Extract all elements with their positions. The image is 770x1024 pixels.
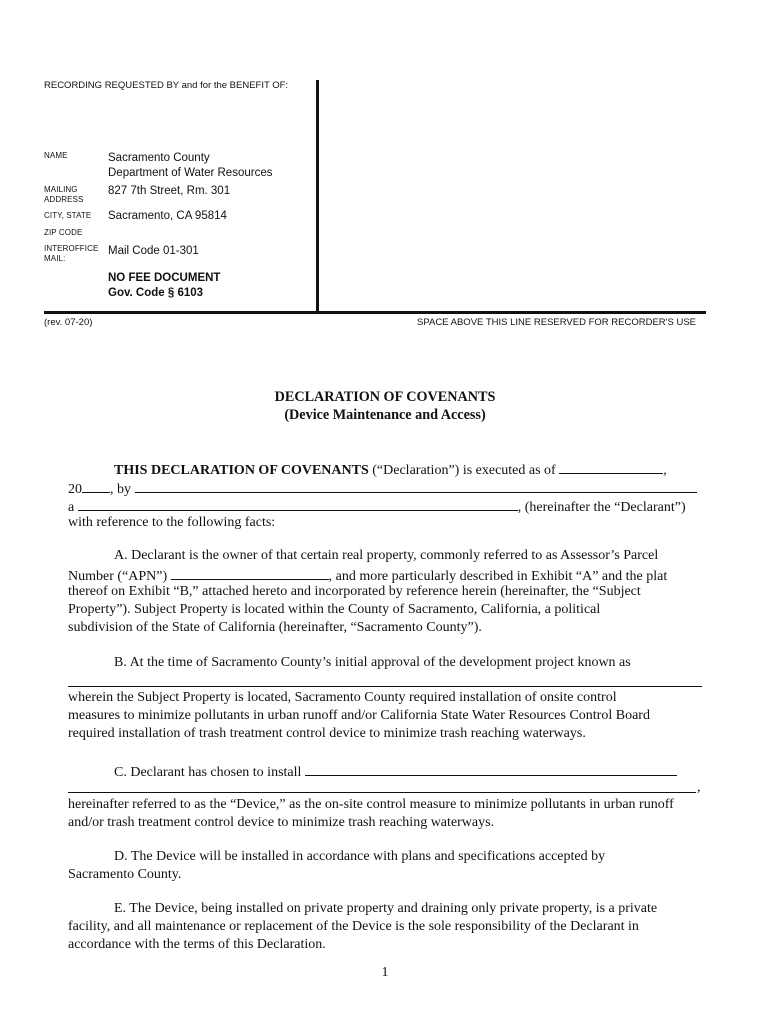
document-subtitle: (Device Maintenance and Access) bbox=[284, 407, 486, 423]
year-blank[interactable] bbox=[82, 478, 110, 493]
para-b-line-1: B. At the time of Sacramento County’s initial approval of the development project known as bbox=[114, 655, 631, 670]
name-line-1: Sacramento County bbox=[108, 152, 210, 164]
intro-comma: , bbox=[663, 463, 667, 478]
apn-blank[interactable] bbox=[171, 565, 329, 580]
declarant-name-blank[interactable] bbox=[135, 478, 697, 493]
device-description-blank-1[interactable] bbox=[305, 761, 677, 776]
intro-text-1: (“Declaration”) is executed as of bbox=[368, 463, 560, 478]
para-d-line-2: Sacramento County. bbox=[68, 867, 182, 882]
zip-code-label: ZIP CODE bbox=[44, 228, 83, 237]
execution-date-blank[interactable] bbox=[559, 459, 663, 474]
interoffice-label-line-1: INTEROFFICE bbox=[44, 244, 99, 253]
interoffice-label bbox=[44, 244, 98, 264]
revision-label: (rev. 07-20) bbox=[44, 317, 93, 328]
para-a-line-2-tail: , and more particularly described in Exhibit “A” and the plat bbox=[328, 569, 668, 584]
para-a-line-4: Property”). Subject Property is located within the County of Sacramento, California, a political bbox=[68, 602, 601, 617]
mailing-address-label bbox=[44, 185, 83, 205]
recorder-space-label: SPACE ABOVE THIS LINE RESERVED FOR RECORDER'S USE bbox=[417, 317, 696, 328]
para-c-line-3: hereinafter referred to as the “Device,” as the on-site control measure to minimize pollutants in urban runoff bbox=[68, 797, 674, 812]
no-fee-line-2: Gov. Code § 6103 bbox=[108, 287, 204, 299]
para-c-intro: C. Declarant has chosen to install bbox=[114, 765, 305, 780]
para-c-comma: , bbox=[697, 780, 701, 795]
header-vertical-divider bbox=[316, 80, 319, 313]
para-d-line-1: D. The Device will be installed in accordance with plans and specifications accepted by bbox=[114, 849, 606, 864]
mailing-address-value: 827 7th Street, Rm. 301 bbox=[108, 185, 231, 197]
para-b-line-3: measures to minimize pollutants in urban runoff and/or California State Water Resources Control Board bbox=[68, 708, 650, 723]
para-e-line-1: E. The Device, being installed on private property and draining only private property, is a private bbox=[114, 901, 658, 916]
para-a-line-5: subdivision of the State of California (hereinafter, “Sacramento County”). bbox=[68, 620, 482, 635]
page-number: 1 bbox=[381, 965, 389, 980]
project-name-blank[interactable] bbox=[68, 686, 702, 687]
recorder-space-divider bbox=[44, 311, 706, 314]
para-e-line-3: accordance with the terms of this Declaration. bbox=[68, 937, 326, 952]
para-b-line-4: required installation of trash treatment control device to minimize trash reaching waterways. bbox=[68, 726, 586, 741]
para-a-line-3: thereof on Exhibit “B,” attached hereto and incorporated by reference herein (hereinafter, the “Subject bbox=[68, 584, 641, 599]
city-state-label: CITY, STATE bbox=[44, 211, 92, 220]
by-label: , by bbox=[110, 482, 131, 497]
recording-requested-label: RECORDING REQUESTED BY and for the BENEFIT OF: bbox=[44, 80, 289, 91]
para-b-line-2: wherein the Subject Property is located, Sacramento County required installation of onsite control bbox=[68, 690, 617, 705]
name-line-2: Department of Water Resources bbox=[108, 167, 273, 179]
mailing-label-line-1: MAILING bbox=[44, 185, 78, 194]
para-c-line-4: and/or trash treatment control device to minimize trash reaching waterways. bbox=[68, 815, 495, 830]
name-value bbox=[108, 151, 272, 181]
intro-line-4: with reference to the following facts: bbox=[68, 515, 276, 530]
interoffice-value: Mail Code 01-301 bbox=[108, 245, 199, 257]
para-c-line-1 bbox=[68, 761, 702, 783]
para-e-line-2: facility, and all maintenance or replacement of the Device is the sole responsibility of the Declarant in bbox=[68, 919, 639, 934]
interoffice-label-line-2: MAIL: bbox=[44, 254, 66, 263]
document-title: DECLARATION OF COVENANTS bbox=[274, 389, 496, 405]
entity-prefix: a bbox=[68, 500, 75, 515]
name-label: NAME bbox=[44, 151, 68, 160]
hereinafter-declarant: , (hereinafter the “Declarant”) bbox=[517, 500, 686, 515]
intro-bold: THIS DECLARATION OF COVENANTS bbox=[114, 463, 369, 478]
city-state-value: Sacramento, CA 95814 bbox=[108, 210, 227, 222]
no-fee-notice bbox=[108, 271, 220, 301]
year-prefix: 20 bbox=[68, 482, 82, 497]
apn-label: Number (“APN”) bbox=[68, 569, 171, 584]
para-a-line-1: A. Declarant is the owner of that certain real property, commonly referred to as Assessor’s Parcel bbox=[114, 548, 659, 563]
device-description-blank-2[interactable] bbox=[68, 792, 696, 793]
mailing-label-line-2: ADDRESS bbox=[44, 195, 84, 204]
no-fee-line-1: NO FEE DOCUMENT bbox=[108, 272, 221, 284]
declarant-entity-blank[interactable] bbox=[78, 496, 518, 511]
